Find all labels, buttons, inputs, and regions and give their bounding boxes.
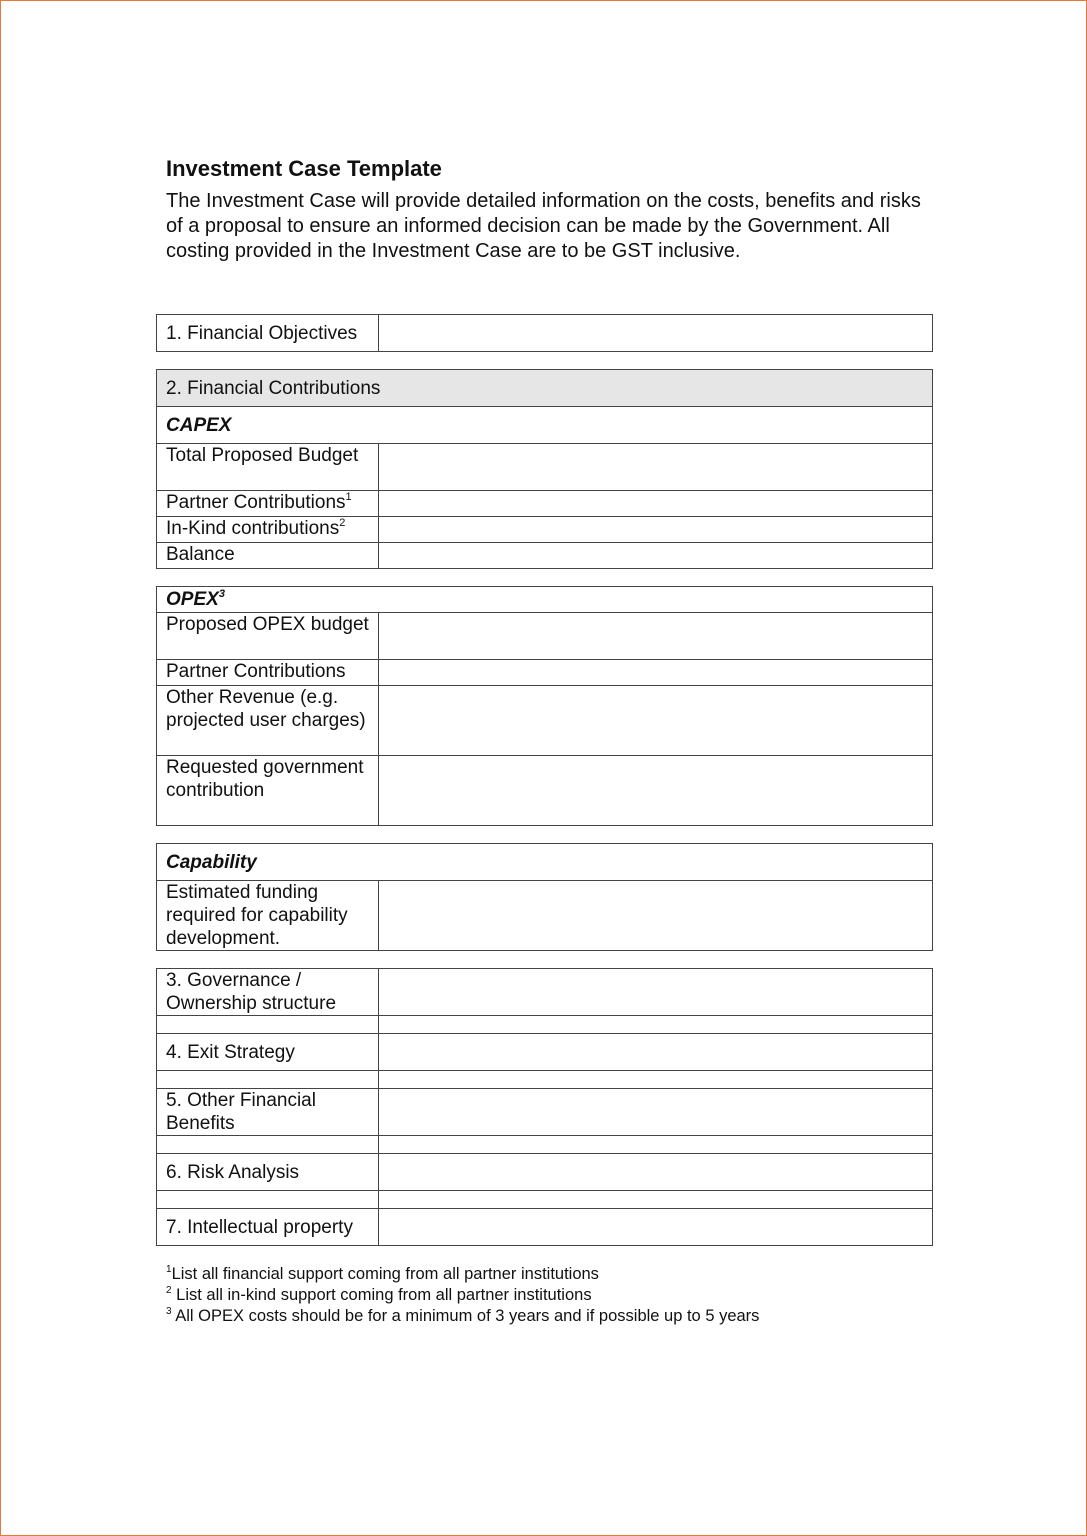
total-proposed-budget-field[interactable] [379,444,933,491]
risk-analysis-field[interactable] [379,1154,933,1191]
capex-table [156,369,933,569]
exit-strategy-field[interactable] [379,1034,933,1071]
spacer-cell [157,1071,379,1089]
balance-field[interactable] [379,543,933,569]
other-financial-benefits-field[interactable] [379,1089,933,1136]
in-kind-contributions-field[interactable] [379,517,933,543]
financial-objectives-field[interactable] [379,315,933,352]
intro-paragraph: The Investment Case will provide detailed information on the costs, benefits and risks of a proposal to ensure an informed decision can be made by the Government. All costing provided in the Investment Case are to be GST inclusive. [166,190,921,262]
spacer-cell [379,1071,933,1089]
footnote-1: $^1$List all financial support coming from all partner institutions [166,1263,599,1283]
opex-row-label: Proposed OPEX budget [157,613,379,660]
governance-label: 3. Governance / Ownership structure [157,969,379,1016]
capex-row-label: Total Proposed Budget [157,444,379,491]
other-sections-table [156,968,933,1246]
capability-funding-field[interactable] [379,881,933,951]
proposed-opex-budget-field[interactable] [379,613,933,660]
other-revenue-field[interactable] [379,686,933,756]
document-title: Investment Case Template [166,156,442,181]
spacer-cell [157,1016,379,1034]
intellectual-property-field[interactable] [379,1209,933,1246]
financial-objectives-table [156,314,933,352]
footnotes [166,1264,759,1327]
capability-row-label: Estimated funding required for capability development. [157,881,379,951]
capex-heading: CAPEX [157,407,933,444]
spacer-cell [379,1136,933,1154]
opex-partner-contributions-field[interactable] [379,660,933,686]
spacer-cell [157,1191,379,1209]
footnote-2: $^2$ List all in-kind support coming from all partner institutions [166,1284,592,1304]
footnote-ref: 1 [345,490,352,503]
partner-contributions-field[interactable] [379,491,933,517]
opex-table [156,586,933,826]
footnote-ref: 2 [339,516,346,529]
spacer-cell [379,1191,933,1209]
spacer-cell [379,1016,933,1034]
financial-objectives-label: 1. Financial Objectives [157,315,379,352]
footnote-3: $^3$ All OPEX costs should be for a minimum of 3 years and if possible up to 5 years [166,1305,760,1325]
capex-row-label: Balance [157,543,379,569]
capex-row-label: In-Kind contributions$^2$ [157,517,379,543]
governance-field[interactable] [379,969,933,1016]
capex-row-label: Partner Contributions$^1$ [157,491,379,517]
opex-row-label: Other Revenue (e.g. projected user charges) [157,686,379,756]
capability-table [156,843,933,951]
risk-analysis-label: 6. Risk Analysis [157,1154,379,1191]
other-financial-benefits-label: 5. Other Financial Benefits [157,1089,379,1136]
intellectual-property-label: 7. Intellectual property [157,1209,379,1246]
opex-heading: OPEX$^3$ [157,587,933,613]
opex-row-label: Partner Contributions [157,660,379,686]
financial-contributions-header: 2. Financial Contributions [157,370,933,407]
opex-row-label: Requested government contribution [157,756,379,826]
exit-strategy-label: 4. Exit Strategy [157,1034,379,1071]
capability-heading: Capability [157,844,933,881]
footnote-ref: 3 [218,587,225,600]
requested-government-contribution-field[interactable] [379,756,933,826]
spacer-cell [157,1136,379,1154]
